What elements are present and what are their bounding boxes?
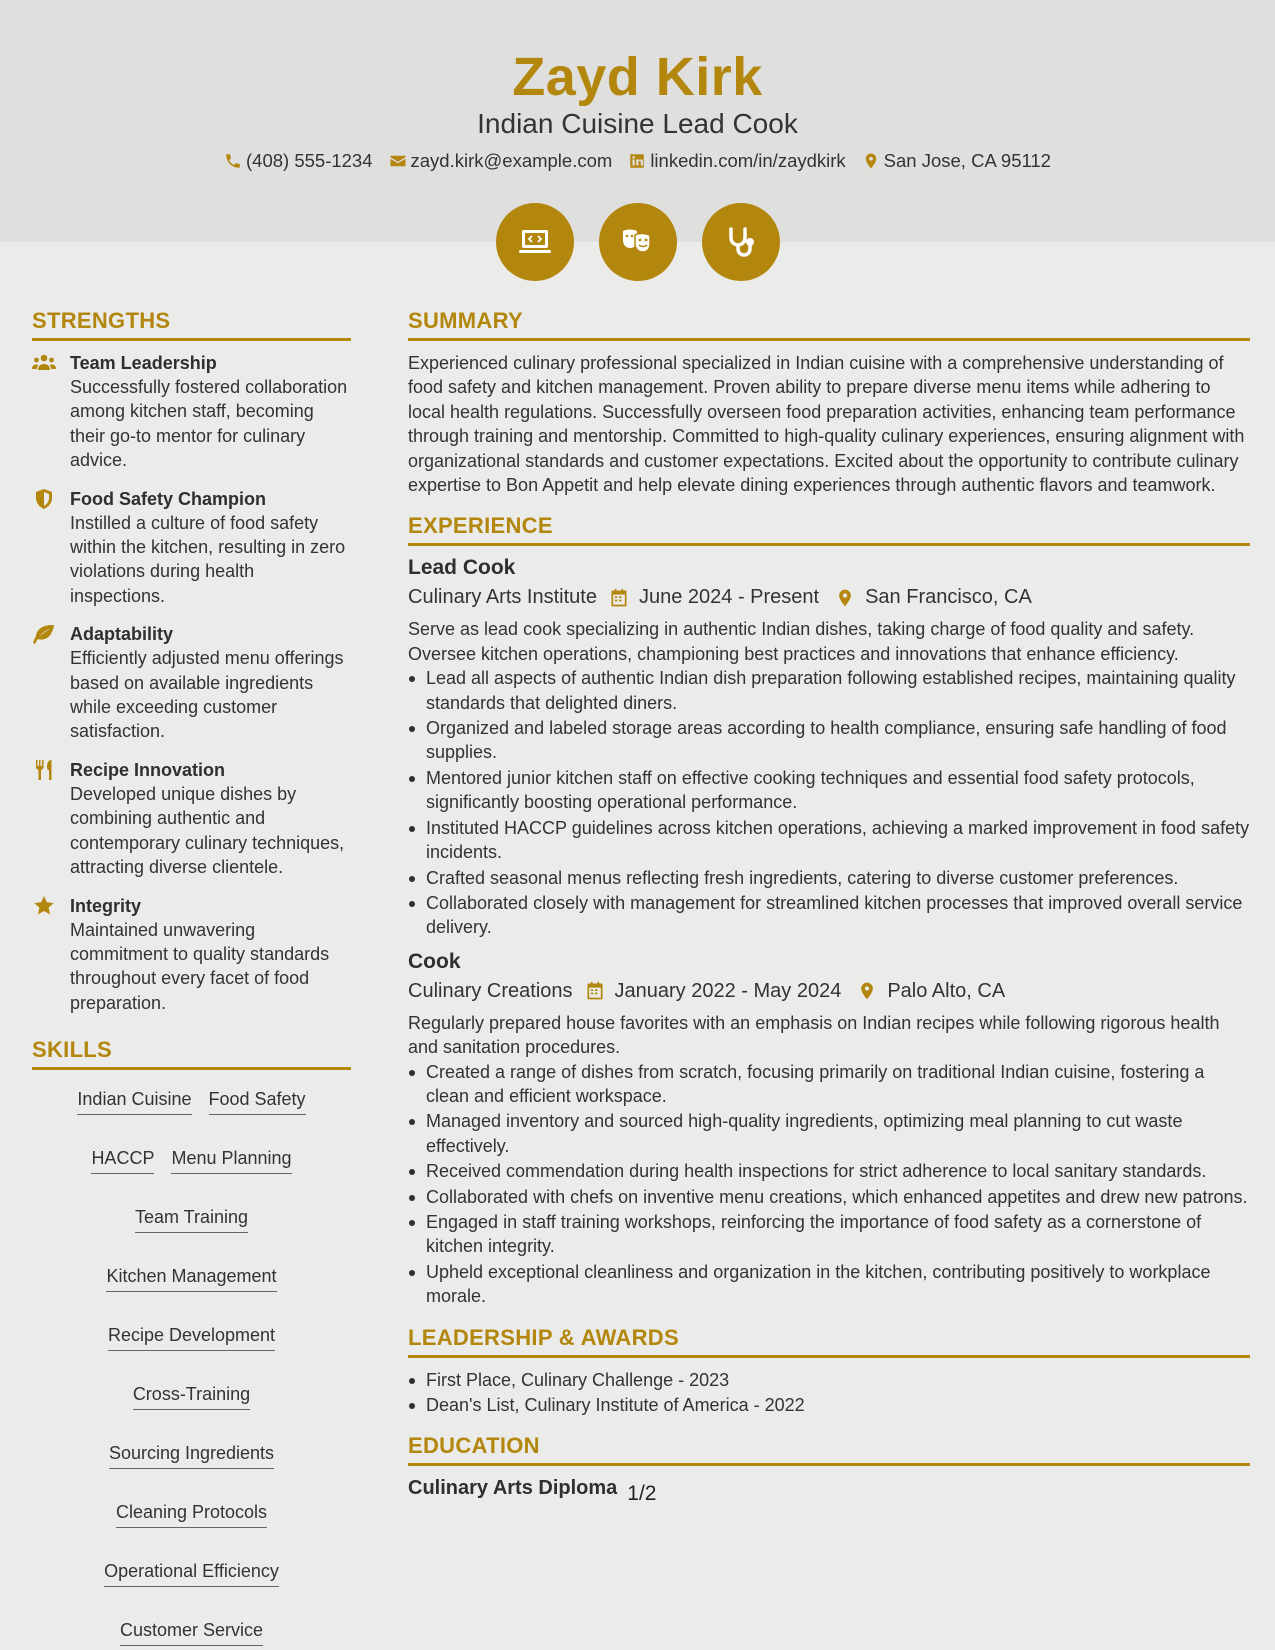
job-entry bbox=[408, 950, 1250, 1309]
shield-icon bbox=[32, 489, 56, 509]
job-dates: January 2022 - May 2024 bbox=[614, 979, 842, 1002]
calendar-icon bbox=[585, 981, 605, 1001]
badge-row bbox=[0, 203, 1275, 281]
strength-item bbox=[32, 758, 351, 880]
contact-linkedin[interactable] bbox=[628, 150, 845, 172]
page-number: 1/2 bbox=[627, 1482, 657, 1506]
contact-email[interactable] bbox=[389, 150, 613, 172]
contact-email-text: zayd.kirk@example.com bbox=[410, 150, 613, 171]
candidate-name: Zayd Kirk bbox=[512, 47, 763, 107]
job-company: Culinary Creations bbox=[408, 979, 573, 1002]
laptop-code-icon bbox=[515, 222, 555, 262]
skill-tag: Indian Cuisine bbox=[77, 1088, 191, 1115]
contact-phone[interactable] bbox=[224, 150, 373, 172]
list-item: Received commendation during health inspections for strict adherence to local sanitary standards. bbox=[408, 1159, 1250, 1183]
right-column bbox=[408, 308, 1250, 1506]
job-entry bbox=[408, 556, 1250, 939]
skill-tag: Cleaning Protocols bbox=[116, 1501, 267, 1528]
leaf-icon bbox=[32, 624, 56, 644]
list-item: Organized and labeled storage areas according to health compliance, ensuring safe handling of food supplies. bbox=[408, 716, 1250, 765]
contact-location-text: San Jose, CA 95112 bbox=[883, 150, 1051, 171]
strength-item bbox=[32, 622, 351, 744]
skill-tag: Cross-Training bbox=[133, 1383, 250, 1410]
list-item: Crafted seasonal menus reflecting fresh ingredients, catering to diverse customer preferences. bbox=[408, 866, 1250, 890]
strength-item bbox=[32, 894, 351, 1016]
list-item: Upheld exceptional cleanliness and organization in the kitchen, contributing positively to workplace morale. bbox=[408, 1260, 1250, 1309]
laptop-code-badge bbox=[496, 203, 574, 281]
utensils-icon bbox=[32, 760, 56, 780]
skill-tag: Operational Efficiency bbox=[104, 1560, 279, 1587]
list-item: Managed inventory and sourced high-quality ingredients, optimizing meal planning to cut waste effectively. bbox=[408, 1109, 1250, 1158]
job-dates: June 2024 - Present bbox=[638, 586, 820, 609]
education-degree: Culinary Arts Diploma bbox=[408, 1477, 618, 1500]
skills-heading: SKILLS bbox=[32, 1037, 351, 1070]
awards-list bbox=[408, 1368, 1250, 1418]
summary-heading: SUMMARY bbox=[408, 308, 1250, 341]
summary-text: Experienced culinary professional specialized in Indian cuisine with a comprehensive understanding of food safety and kitchen management. Proven ability to prepare diverse menu items while adhering to local health regulations. Successfully overseen food preparation activities, enhancing team performance through training and mentorship. Committed to high-quality culinary experiences, ensuring alignment with organizational standards and customer expectations. Excited about the opportunity to contribute culinary expertise to Bon Appetit and help elevate dining experiences through authentic flavors and teamwork. bbox=[408, 353, 1245, 496]
skill-tag: Team Training bbox=[135, 1206, 248, 1233]
list-item: Lead all aspects of authentic Indian dish preparation following established recipes, maintaining quality standards that delighted diners. bbox=[408, 666, 1250, 715]
strength-title: Integrity bbox=[70, 895, 142, 916]
experience-heading: EXPERIENCE bbox=[408, 513, 1250, 546]
job-description: Serve as lead cook specializing in authentic Indian dishes, taking charge of food quality and safety. Oversee kitchen operations, championing best practices and innovations that enhance efficiency. bbox=[408, 619, 1195, 664]
list-item: Dean's List, Culinary Institute of America - 2022 bbox=[408, 1393, 1250, 1417]
skill-tag: Customer Service bbox=[120, 1619, 263, 1646]
job-location: Palo Alto, CA bbox=[887, 979, 1006, 1002]
job-bullets bbox=[408, 666, 1250, 939]
stethoscope-badge bbox=[702, 203, 780, 281]
list-item: Collaborated with chefs on inventive menu creations, which enhanced appetites and drew new patrons. bbox=[408, 1185, 1250, 1209]
stethoscope-icon bbox=[721, 222, 761, 262]
strength-text: Instilled a culture of food safety within the kitchen, resulting in zero violations during health inspections. bbox=[70, 512, 346, 606]
strength-title: Team Leadership bbox=[70, 353, 217, 373]
job-meta bbox=[408, 586, 1250, 609]
theater-masks-badge bbox=[599, 203, 677, 281]
strength-text: Developed unique dishes by combining authentic and contemporary culinary techniques, attracting diverse clientele. bbox=[70, 783, 345, 878]
strength-text: Successfully fostered collaboration among kitchen staff, becoming their go-to mentor for culinary advice. bbox=[70, 377, 348, 471]
job-location: San Francisco, CA bbox=[865, 586, 1032, 609]
list-item: First Place, Culinary Challenge - 2023 bbox=[408, 1368, 1250, 1392]
map-pin-icon bbox=[857, 981, 877, 1001]
education-entry bbox=[408, 1476, 1250, 1506]
contact-bar bbox=[0, 150, 1275, 172]
linkedin-icon bbox=[628, 152, 646, 170]
job-bullets bbox=[408, 1060, 1250, 1309]
strength-text: Maintained unwavering commitment to quality standards throughout every facet of food preparation. bbox=[70, 919, 330, 1013]
skill-tag: Menu Planning bbox=[171, 1147, 291, 1174]
map-pin-icon bbox=[835, 588, 855, 608]
skill-tag: Kitchen Management bbox=[106, 1265, 276, 1292]
skill-tag: Recipe Development bbox=[108, 1324, 275, 1351]
users-icon bbox=[32, 353, 56, 373]
star-icon bbox=[32, 896, 56, 916]
contact-location bbox=[862, 150, 1051, 172]
job-title: Lead Cook bbox=[408, 556, 516, 580]
strengths-heading: STRENGTHS bbox=[32, 308, 351, 341]
job-title: Cook bbox=[408, 949, 461, 973]
calendar-icon bbox=[609, 588, 629, 608]
candidate-title: Indian Cuisine Lead Cook bbox=[477, 108, 798, 139]
map-pin-icon bbox=[862, 152, 880, 170]
job-description: Regularly prepared house favorites with an emphasis on Indian recipes while following rigorous health and sanitation procedures. bbox=[408, 1012, 1220, 1058]
skill-tag: Sourcing Ingredients bbox=[109, 1442, 274, 1469]
skills-list bbox=[32, 1088, 351, 1646]
list-item: Mentored junior kitchen staff on effective cooking techniques and essential food safety protocols, significantly boosting operational performance. bbox=[408, 766, 1250, 815]
list-item: Collaborated closely with management for streamlined kitchen processes that improved overall service delivery. bbox=[408, 891, 1250, 940]
strength-title: Adaptability bbox=[70, 624, 174, 645]
contact-phone-text: (408) 555-1234 bbox=[246, 150, 373, 171]
strength-item bbox=[32, 351, 351, 473]
phone-icon bbox=[224, 152, 242, 170]
skill-tag: Food Safety bbox=[209, 1088, 306, 1115]
strength-item bbox=[32, 487, 351, 609]
left-column bbox=[32, 308, 351, 1646]
awards-heading: LEADERSHIP & AWARDS bbox=[408, 1325, 1250, 1358]
contact-linkedin-text: linkedin.com/in/zaydkirk bbox=[650, 150, 846, 171]
job-meta bbox=[408, 980, 1250, 1003]
envelope-icon bbox=[389, 152, 407, 170]
list-item: Engaged in staff training workshops, reinforcing the importance of food safety as a cornerstone of kitchen integrity. bbox=[408, 1210, 1250, 1259]
theater-masks-icon bbox=[618, 222, 658, 262]
strength-text: Efficiently adjusted menu offerings based on available ingredients while exceeding customer satisfaction. bbox=[70, 648, 344, 742]
skill-tag: HACCP bbox=[91, 1147, 154, 1174]
list-item: Created a range of dishes from scratch, focusing primarily on traditional Indian cuisine, fostering a clean and efficient workspace. bbox=[408, 1060, 1250, 1109]
list-item: Instituted HACCP guidelines across kitchen operations, achieving a marked improvement in food safety incidents. bbox=[408, 816, 1250, 865]
education-heading: EDUCATION bbox=[408, 1433, 1250, 1466]
strength-title: Recipe Innovation bbox=[70, 759, 226, 780]
strength-title: Food Safety Champion bbox=[70, 488, 267, 509]
job-company: Culinary Arts Institute bbox=[408, 586, 597, 609]
